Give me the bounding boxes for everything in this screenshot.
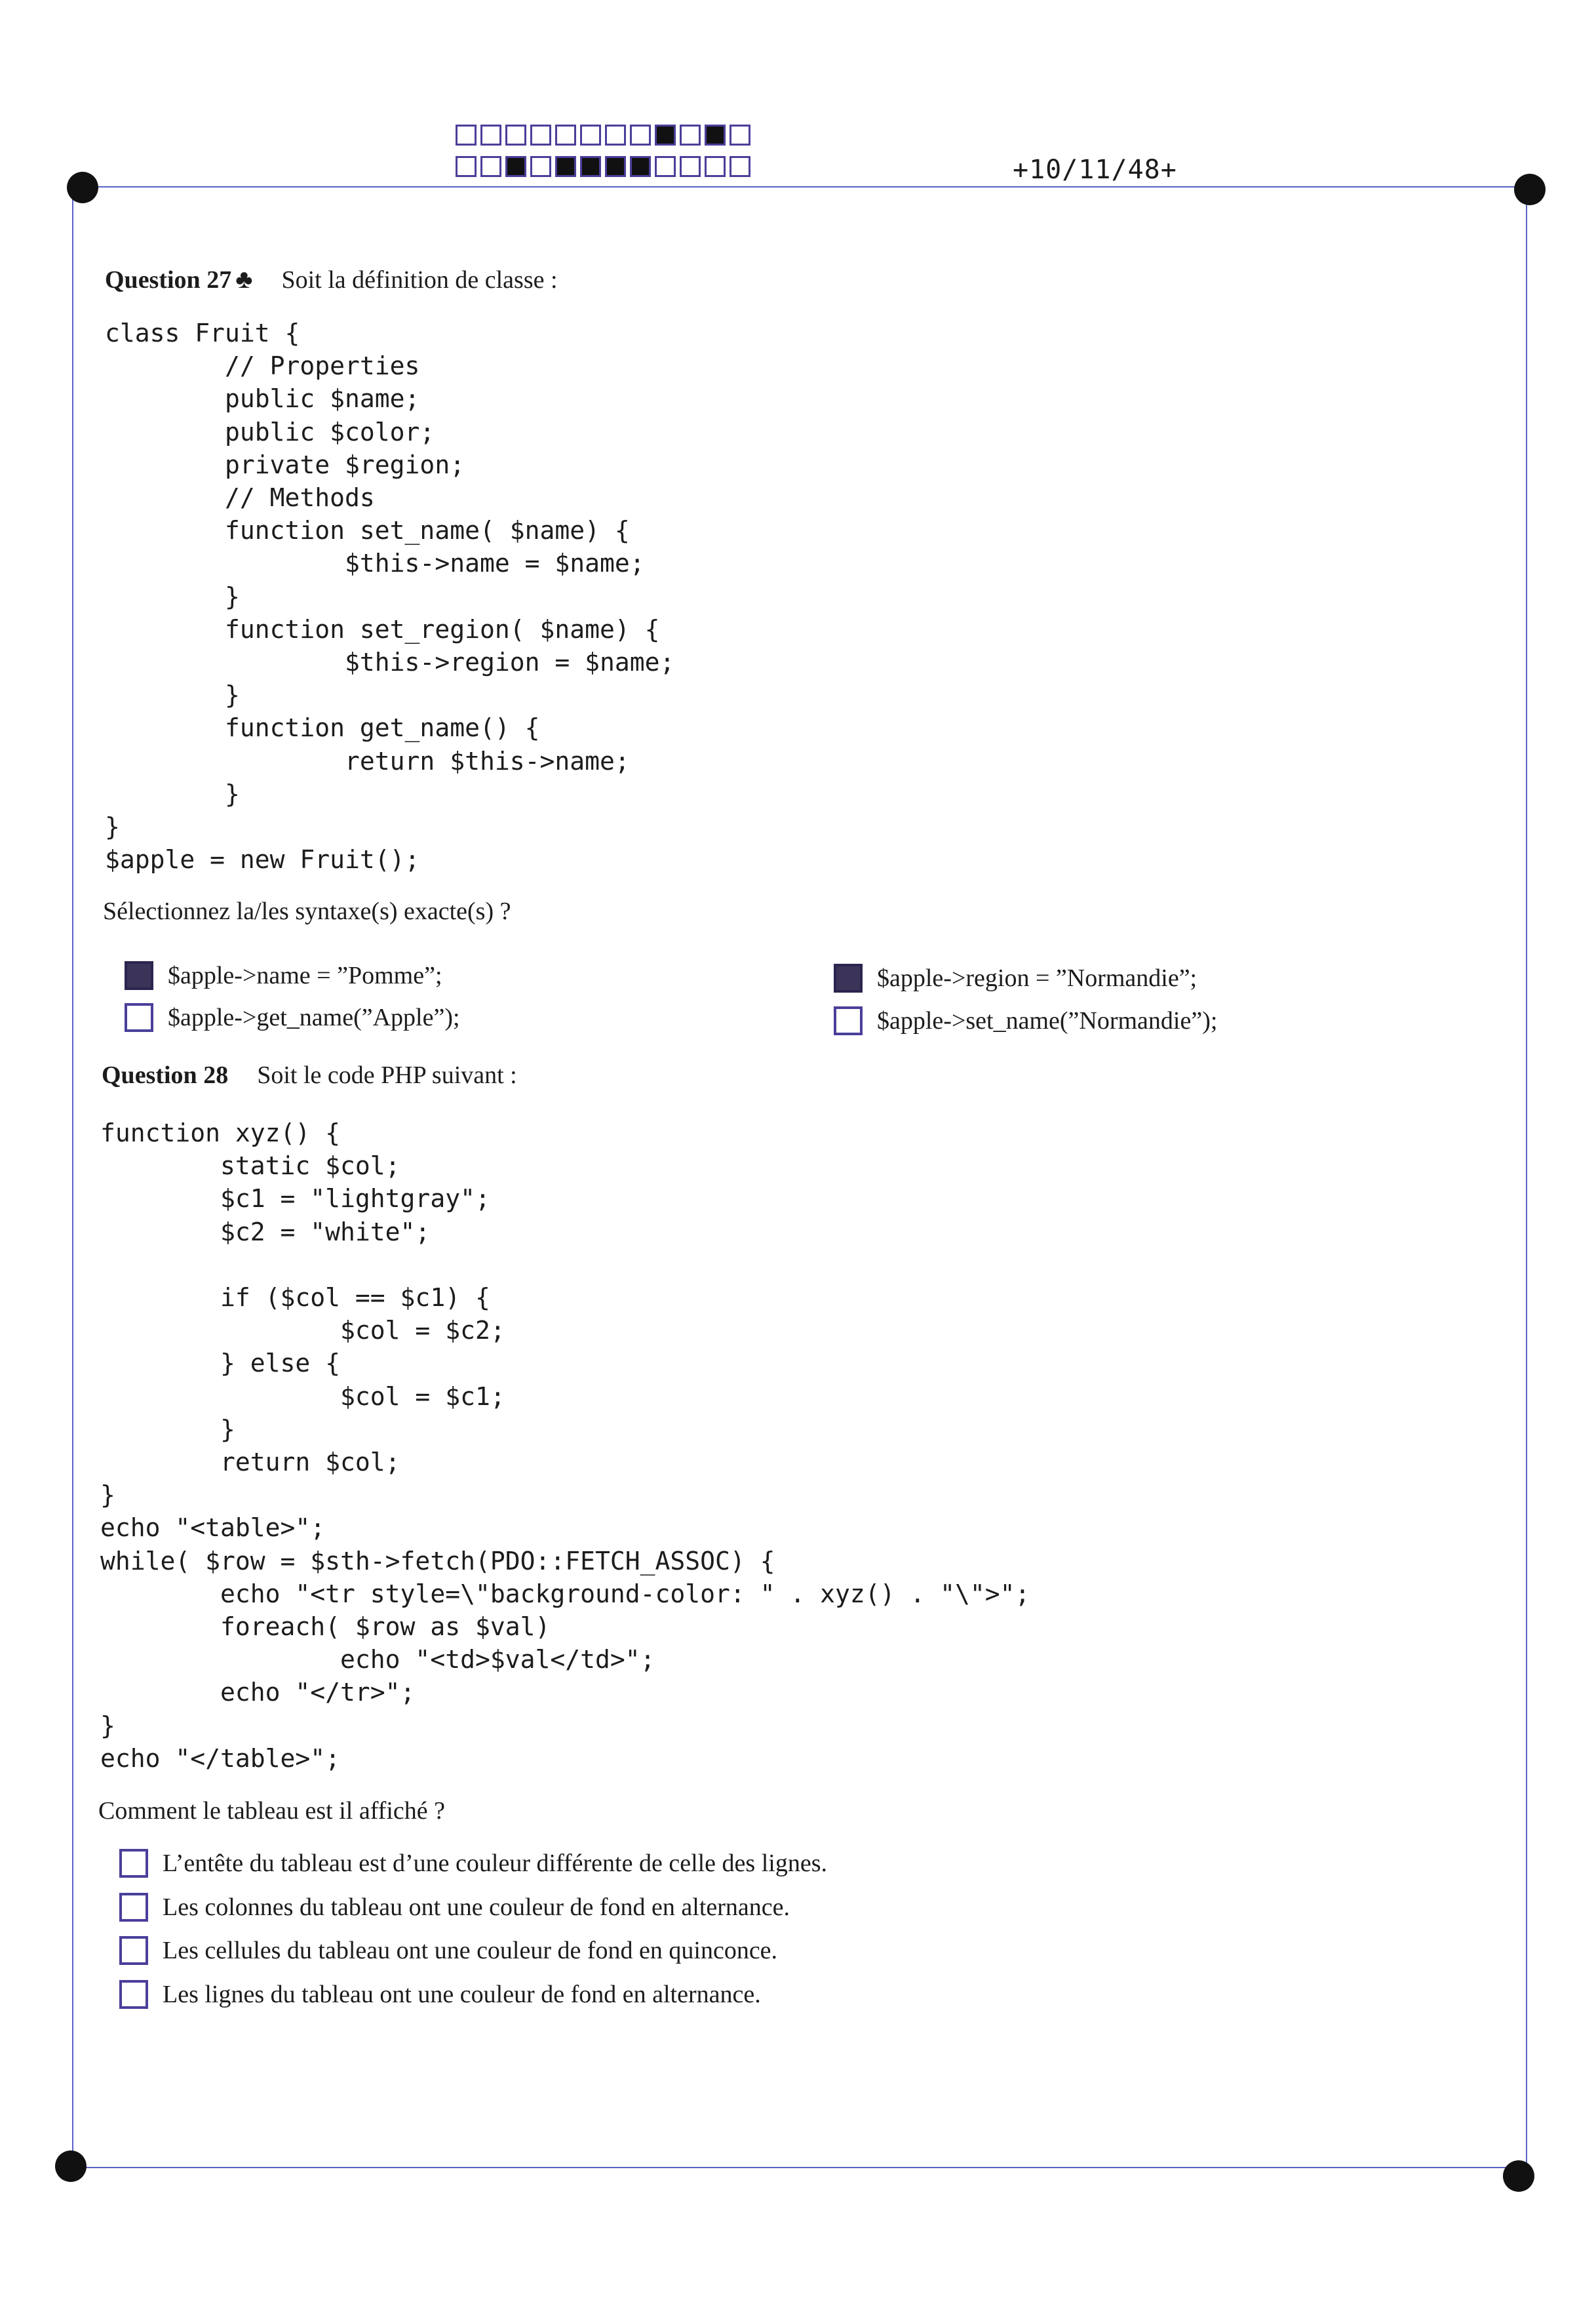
id-code-bit [480,156,501,177]
corner-dot-top-left [67,172,98,203]
question-27-text: Soit la définition de classe : [281,266,558,294]
id-code-bit [580,125,601,146]
question-27-code: class Fruit { // Properties public $name; public $color; private $region; // Methods function set_name( $name) { $this->name = $name; } function set_region( $name) { $this->region = $name; } function get_name() { return $this->name; } } $apple = new Fruit(); [105,319,675,875]
question-27-number: Question 27 [105,266,232,294]
id-code-bit [530,125,551,146]
q28-answer-1-label: L’entête du tableau est d’une couleur différente de celle des lignes. [163,1850,827,1877]
id-code-row-1 [456,125,750,146]
id-code-bit [705,156,726,177]
question-28-code: function xyz() { static $col; $c1 = "lightgray"; $c2 = "white"; if ($col == $c1) { $col = $c2; } else { $col = $c1; } return $col; } echo "<table>"; while( $row = $sth->fetch(PDO::FETCH_ASSOC) { echo "<tr style=\"background-color: " . xyz() . "\">"; foreach( $row as $val) echo "<td>$val</td>"; echo "</tr>"; } echo "</table>"; [100,1119,1030,1773]
q28-answer-4[interactable] [119,1980,761,2009]
q28-answer-3-checkbox[interactable] [119,1936,148,1965]
q28-answer-2[interactable] [119,1893,790,1922]
question-28-number: Question 28 [102,1061,229,1089]
id-code-bit [505,125,526,146]
corner-dot-bottom-right [1503,2160,1534,2192]
q28-answer-4-label: Les lignes du tableau ont une couleur de fond en alternance. [163,1981,761,2008]
corner-dot-bottom-left [55,2150,87,2182]
id-code-bit [456,125,477,146]
question-28-prompt: Comment le tableau est il affiché ? [98,1797,445,1825]
q27-answer-3-label: $apple->get_name(”Apple”); [168,1004,460,1031]
club-icon: ♣ [235,264,253,294]
id-code-bit [555,156,576,177]
id-code-bit [605,156,626,177]
id-code-bit [630,125,651,146]
frame-top-line [85,186,1530,188]
frame-right-line [1526,190,1527,2177]
question-27-prompt: Sélectionnez la/les syntaxe(s) exacte(s) ? [103,898,511,925]
q28-answer-3[interactable] [119,1936,777,1965]
frame-left-line [72,190,73,2167]
id-code-bit [655,125,676,146]
q27-answer-1[interactable] [125,961,442,990]
id-code-bit [680,156,701,177]
corner-dot-top-right [1514,174,1546,205]
id-code-bit [580,156,601,177]
q27-answer-1-label: $apple->name = ”Pomme”; [168,962,442,989]
id-code-bit [480,125,501,146]
id-code-bit [530,156,551,177]
q27-answer-4[interactable] [834,1006,1217,1035]
id-code-row-2 [456,156,750,177]
q27-answer-4-label: $apple->set_name(”Normandie”); [877,1007,1218,1035]
q28-answer-1[interactable] [119,1849,827,1878]
q28-answer-2-checkbox[interactable] [119,1893,148,1922]
q27-answer-1-checkbox[interactable] [125,961,153,990]
q27-answer-2-checkbox[interactable] [834,964,863,993]
q27-answer-2-label: $apple->region = ”Normandie”; [877,964,1197,992]
id-code-bit [456,156,477,177]
q28-answer-4-checkbox[interactable] [119,1980,148,2009]
question-27-header [105,264,558,294]
id-code-bit [555,125,576,146]
id-code-bit [605,125,626,146]
q27-answer-2[interactable] [834,964,1197,993]
id-code-bit [505,156,526,177]
id-code-bit [680,125,701,146]
q28-answer-1-checkbox[interactable] [119,1849,148,1878]
page-code: +10/11/48+ [1013,155,1177,185]
q28-answer-3-label: Les cellules du tableau ont une couleur de fond en quinconce. [163,1937,778,1964]
q27-answer-4-checkbox[interactable] [834,1006,863,1035]
id-code-bit [730,125,750,146]
question-28-text: Soit le code PHP suivant : [257,1061,517,1089]
id-code-bit [630,156,651,177]
q27-answer-3[interactable] [125,1003,460,1032]
id-code-bit [705,125,726,146]
question-28-header [102,1061,517,1090]
q27-answer-3-checkbox[interactable] [125,1003,153,1032]
frame-bottom-line [72,2167,1521,2168]
id-code-bit [730,156,750,177]
q28-answer-2-label: Les colonnes du tableau ont une couleur de fond en alternance. [163,1893,790,1921]
id-code-bit [655,156,676,177]
